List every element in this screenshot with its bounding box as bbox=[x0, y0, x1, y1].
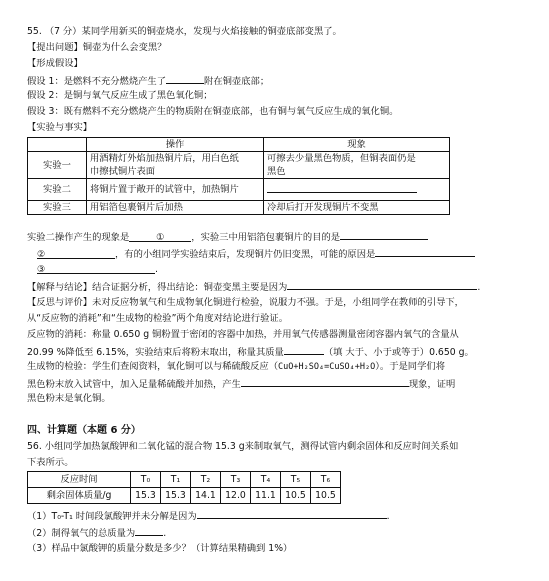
phenomenon-line: 黑色 bbox=[267, 166, 286, 177]
experiment-header-phenomenon: 现象 bbox=[264, 138, 450, 152]
product-line-3: 黑色粉末是氧化铜。 bbox=[27, 393, 111, 404]
data-cell: 10.5 bbox=[311, 488, 341, 504]
experiment-header-blank bbox=[28, 138, 87, 152]
sub-question-2: （2）制得氧气的总质量为 . bbox=[27, 525, 166, 540]
blank-mark-1: ① bbox=[156, 232, 165, 243]
data-cell: 剩余固体质量/g bbox=[28, 488, 131, 504]
data-header-cell: T₅ bbox=[281, 472, 311, 488]
product-blank[interactable] bbox=[241, 376, 409, 387]
phenomenon-line: 冷却后打开发现铜片不变黑 bbox=[267, 202, 379, 213]
experiment-name: 实验一 bbox=[28, 152, 87, 179]
q55-stem: 某同学用新买的铜壶烧水，发现与火焰接触的铜壶底部变黑了。 bbox=[81, 26, 342, 37]
experiment-table-header bbox=[28, 138, 450, 152]
raise-question-label: 【提出问题】 bbox=[27, 42, 83, 53]
answer-blank-3a[interactable] bbox=[375, 246, 475, 257]
table-row bbox=[28, 488, 341, 504]
reflect-label: 【反思与评价】 bbox=[27, 297, 93, 308]
sub-question-2-text: （2）制得氧气的总质量为 bbox=[27, 528, 136, 539]
q55-score: （7 分） bbox=[44, 26, 82, 37]
hypothesis-1-blank[interactable] bbox=[166, 73, 204, 84]
operation-line: 巾擦拭铜片表面 bbox=[90, 166, 156, 177]
experiment-table bbox=[27, 137, 450, 215]
data-header-cell: T₂ bbox=[191, 472, 221, 488]
answer-blank-1[interactable] bbox=[129, 231, 191, 242]
table-row bbox=[28, 201, 450, 215]
hypothesis-1-text-a: 假设 1：是燃料不充分燃烧产生了 bbox=[27, 76, 167, 87]
table-row bbox=[28, 152, 450, 179]
raise-question-line bbox=[27, 41, 166, 54]
q56-stem-1: 小组同学加热氯酸钾和二氧化锰的混合物 15.3 g来制取氧气，测得试管内剩余固体和反应时间关系如 bbox=[44, 441, 459, 452]
hypothesis-1 bbox=[27, 73, 269, 88]
exp2-text-b: ，实验三中用铝箔包裹铜片的目的是 bbox=[191, 232, 341, 243]
exp2-line-2 bbox=[37, 246, 475, 261]
operation-line: 用铝箔包裹铜片后加热 bbox=[90, 202, 183, 213]
data-cell: 11.1 bbox=[251, 488, 281, 504]
experiment-phenomenon bbox=[264, 179, 450, 201]
conclusion-blank[interactable] bbox=[287, 279, 477, 290]
data-header-cell: T₄ bbox=[251, 472, 281, 488]
product-text-a: 生成物的检验：学生们查阅资料，氧化铜可以与稀硫酸反应（ bbox=[27, 361, 279, 372]
exp2-line bbox=[27, 229, 428, 244]
data-cell: 15.3 bbox=[131, 488, 161, 504]
data-header-cell: T₆ bbox=[311, 472, 341, 488]
hypothesis-label: 【形成假设】 bbox=[27, 58, 83, 69]
hypothesis-2: 假设 2：是铜与氧气反应生成了黑色氧化铜； bbox=[27, 90, 213, 101]
q56-stem-line-2: 下表所示。 bbox=[27, 457, 74, 468]
sub-question-1: （1）T₀-T₁ 时间段氯酸钾并未分解是因为 . bbox=[27, 508, 390, 523]
conclusion-text: 结合证据分析，得出结论：铜壶变黑主要是因为 bbox=[92, 282, 288, 293]
experiment-operation bbox=[87, 179, 264, 201]
hypothesis-1-text-b: 附在铜壶底部； bbox=[204, 76, 270, 87]
conclusion-line: 【解释与结论】结合证据分析，得出结论：铜壶变黑主要是因为 . bbox=[27, 279, 480, 294]
blank-mark-2: ② bbox=[37, 249, 46, 260]
data-cell: 15.3 bbox=[161, 488, 191, 504]
q56-stem-line-1 bbox=[27, 440, 458, 453]
hypothesis-3: 假设 3：既有燃料不充分燃烧产生的物质附在铜壶底部，也有铜与氧气反应生成的氧化铜。 bbox=[27, 106, 399, 117]
sub-question-1-text: （1）T₀-T₁ 时间段氯酸钾并未分解是因为 bbox=[27, 511, 197, 522]
q55-number: 55. bbox=[27, 26, 42, 37]
consume-line-1: 反应物的消耗：称量 0.650 g 铜粉置于密闭的容器中加热，并用氧气传感器测量密闭容器内氧气的含量从 bbox=[27, 329, 459, 340]
q55-stem-line bbox=[27, 25, 342, 38]
data-header-cell: T₀ bbox=[131, 472, 161, 488]
chemical-equation: CuO+H₂SO₄=CuSO₄+H₂O bbox=[278, 362, 376, 372]
exp2-line-3: ③ . bbox=[37, 264, 158, 275]
reflect-line-1 bbox=[27, 296, 464, 309]
experiment-operation bbox=[87, 152, 264, 179]
experiment-name: 实验三 bbox=[28, 201, 87, 215]
q56-number: 56. bbox=[27, 441, 42, 452]
data-table-header bbox=[28, 472, 341, 488]
phenomenon-blank[interactable] bbox=[267, 182, 417, 193]
raise-question-text: 铜壶为什么会变黑？ bbox=[82, 42, 167, 53]
experiment-phenomenon bbox=[264, 152, 450, 179]
data-header-cell: 反应时间 bbox=[28, 472, 131, 488]
reflect-text-1: 未对反应物氧气和生成物氧化铜进行检验，说服力不强。于是，小组同学在教师的引导下， bbox=[92, 297, 464, 308]
data-header-cell: T₃ bbox=[221, 472, 251, 488]
section-title: 四、计算题（本题 6 分） bbox=[27, 425, 141, 436]
reflect-line-2: 从“反应物的消耗”和“生成物的检验”两个角度对结论进行验证。 bbox=[27, 313, 288, 324]
phenomenon-line: 可擦去少量黑色物质，但铜表面仍是 bbox=[267, 153, 416, 164]
operation-line: 将铜片置于敞开的试管中，加热铜片 bbox=[90, 184, 239, 195]
data-cell: 14.1 bbox=[191, 488, 221, 504]
blank-mark-3: ③ bbox=[37, 264, 46, 275]
exp2-text-c: ，有的小组同学实验结束后，发现铜片仍旧变黑，可能的原因是 bbox=[115, 249, 376, 260]
data-header-cell: T₁ bbox=[161, 472, 191, 488]
consume-blank[interactable] bbox=[284, 344, 324, 355]
conclusion-label: 【解释与结论】 bbox=[27, 282, 93, 293]
data-table bbox=[27, 471, 341, 504]
product-line-2 bbox=[27, 376, 455, 391]
experiment-operation bbox=[87, 201, 264, 215]
sub-question-1-blank[interactable] bbox=[197, 508, 387, 519]
experiment-label: 【实验与事实】 bbox=[27, 122, 93, 133]
experiment-header-operation: 操作 bbox=[87, 138, 264, 152]
sub-question-3: （3）样品中氯酸钾的质量分数是多少？（计算结果精确到 1%） bbox=[27, 543, 293, 554]
exp2-text-a: 实验二操作产生的现象是 bbox=[27, 232, 130, 243]
product-text-c: 黑色粉末放入试管中，加入足量稀硫酸并加热，产生 bbox=[27, 379, 241, 390]
consume-text-a: 20.99 %降低至 6.15%，实验结束后将粉末取出，称量其质量 bbox=[27, 347, 284, 358]
product-text-d: 现象，证明 bbox=[408, 379, 456, 390]
answer-blank-2[interactable] bbox=[37, 248, 115, 259]
operation-line: 用酒精灯外焰加热铜片后，用白色纸 bbox=[90, 153, 239, 164]
experiment-name: 实验二 bbox=[28, 179, 87, 201]
data-cell: 12.0 bbox=[221, 488, 251, 504]
table-row bbox=[28, 179, 450, 201]
answer-blank-2a[interactable] bbox=[340, 229, 428, 240]
product-line-1 bbox=[27, 360, 445, 374]
consume-text-b: （填 大于、小于或等于）0.650 g。 bbox=[323, 347, 474, 358]
experiment-phenomenon bbox=[264, 201, 450, 215]
data-cell: 10.5 bbox=[281, 488, 311, 504]
product-text-b: ）。于是同学们将 bbox=[375, 361, 445, 372]
sub-question-2-blank[interactable] bbox=[135, 525, 163, 536]
answer-blank-3[interactable] bbox=[37, 263, 155, 274]
consume-line-2 bbox=[27, 344, 474, 359]
